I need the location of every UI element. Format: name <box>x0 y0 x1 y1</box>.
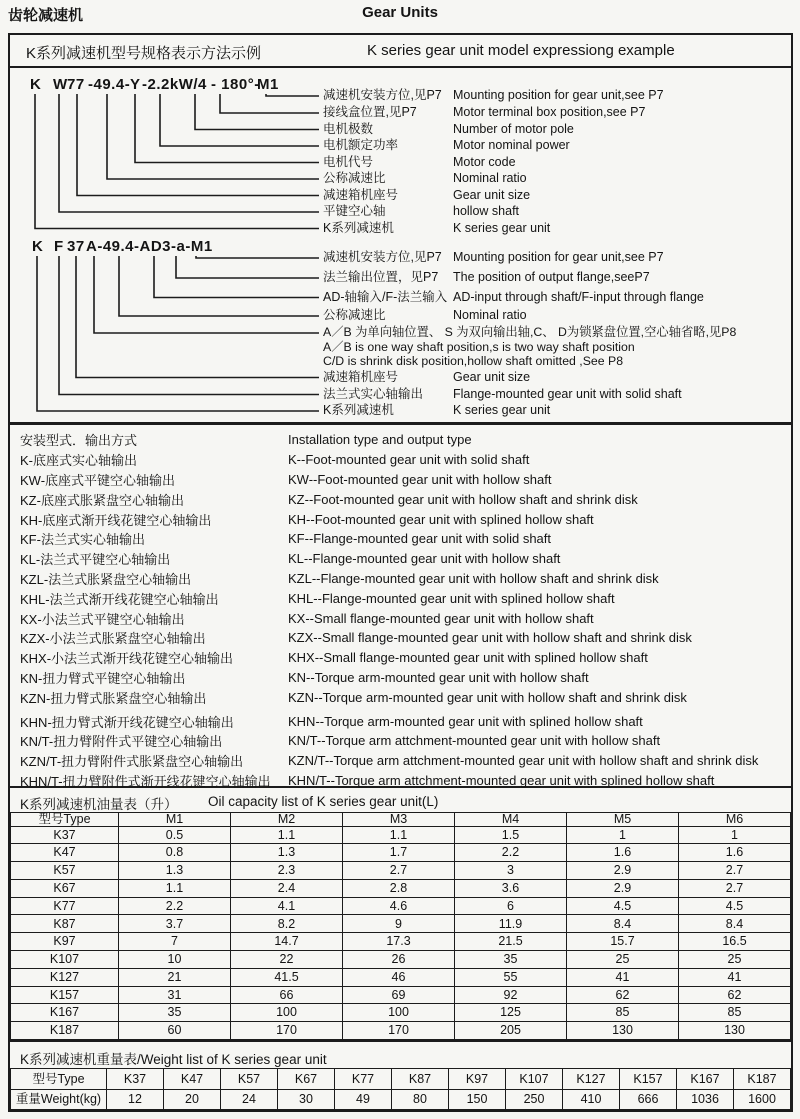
model2-callout <box>323 289 704 306</box>
oil-cell-m1: 1.3 <box>119 862 231 880</box>
installation-item <box>10 668 791 688</box>
oil-cell-m1: 1.1 <box>119 879 231 897</box>
oil-cell-m1: 60 <box>119 1022 231 1040</box>
oil-cell-m4: 35 <box>455 950 567 968</box>
weight-value-cell: 250 <box>506 1089 563 1110</box>
installation-item-en: KF--Flange-mounted gear unit with solid shaft <box>288 531 552 547</box>
installation-item-zh: KW-底座式平键空心轴输出 <box>20 472 176 488</box>
oil-table-row <box>11 1004 791 1022</box>
oil-cell-m4: 92 <box>455 986 567 1004</box>
oil-cell-m4: 11.9 <box>455 915 567 933</box>
callout-label-en: Motor terminal box position,see P7 <box>453 105 646 119</box>
model1-callout <box>323 187 530 204</box>
oil-cell-m3: 170 <box>343 1022 455 1040</box>
callout-label-en: Number of motor pole <box>453 121 574 136</box>
model2-code-segment: 37 <box>67 238 85 255</box>
oil-cell-m2: 2.4 <box>231 879 343 897</box>
installation-item-en: KHX--Small flange-mounted gear unit with splined hollow shaft <box>288 650 648 666</box>
oil-cell-type: K57 <box>11 862 119 880</box>
oil-cell-m6: 8.4 <box>679 915 791 933</box>
installation-item <box>10 731 791 751</box>
callout-label-zh: 法兰式实心轴输出 <box>323 386 424 401</box>
installation-item-en: K--Foot-mounted gear unit with solid shaft <box>288 452 530 468</box>
installation-item-en: KZ--Foot-mounted gear unit with hollow shaft and shrink disk <box>288 491 638 507</box>
oil-cell-type: K67 <box>11 879 119 897</box>
oil-cell-m1: 35 <box>119 1004 231 1022</box>
oil-cell-m3: 4.6 <box>343 897 455 915</box>
installation-item-en: KZL--Flange-mounted gear unit with hollow shaft and shrink disk <box>288 570 659 586</box>
weight-value-cell: 1036 <box>677 1089 734 1110</box>
oil-cell-m2: 2.3 <box>231 862 343 880</box>
oil-cell-m6: 2.7 <box>679 862 791 880</box>
weight-table <box>10 1068 791 1110</box>
weight-table-title: K系列减速机重量表/Weight list of K series gear unit <box>20 1052 327 1067</box>
weight-type-cell: K97 <box>449 1069 506 1090</box>
oil-table-title-en: Oil capacity list of K series gear unit(L) <box>208 794 439 809</box>
oil-cell-m2: 14.7 <box>231 933 343 951</box>
oil-table-row <box>11 915 791 933</box>
oil-table-row <box>11 1022 791 1040</box>
oil-table-header-cell: M2 <box>231 813 343 827</box>
oil-cell-m5: 4.5 <box>567 897 679 915</box>
installation-item-zh: KZL-法兰式胀紧盘空心轴输出 <box>20 571 192 587</box>
model1-callout <box>323 170 527 187</box>
oil-cell-m1: 0.5 <box>119 826 231 844</box>
oil-cell-m2: 8.2 <box>231 915 343 933</box>
callout-label-zh: 法兰输出位置，见P7 <box>323 270 439 284</box>
oil-cell-m4: 55 <box>455 968 567 986</box>
installation-item-en: KX--Small flange-mounted gear unit with hollow shaft <box>288 610 594 626</box>
oil-cell-m6: 25 <box>679 950 791 968</box>
oil-table-header-row <box>11 813 791 827</box>
callout-label-en: A／B is one way shaft position,s is two way shaft position <box>323 339 635 354</box>
weight-value-cell: 24 <box>221 1089 278 1110</box>
installation-item <box>10 751 791 771</box>
oil-cell-m2: 1.3 <box>231 844 343 862</box>
callout-label-en: Motor code <box>453 154 516 169</box>
oil-table-title-row <box>10 788 791 812</box>
weight-type-cell: K87 <box>392 1069 449 1090</box>
oil-cell-m3: 9 <box>343 915 455 933</box>
oil-cell-m6: 1 <box>679 826 791 844</box>
oil-cell-m1: 7 <box>119 933 231 951</box>
installation-item-en: KHN/T--Torque arm attchment-mounted gear unit with splined hollow shaft <box>288 772 715 788</box>
weight-type-cell: K57 <box>221 1069 278 1090</box>
weight-type-cell: K157 <box>620 1069 677 1090</box>
oil-cell-m6: 130 <box>679 1022 791 1040</box>
box-title-en: K series gear unit model expressiong example <box>367 42 675 59</box>
page-header-en: Gear Units <box>362 4 438 21</box>
model2-callout <box>323 269 650 286</box>
oil-cell-m3: 100 <box>343 1004 455 1022</box>
oil-table-header-cell: 型号Type <box>11 813 119 827</box>
oil-cell-m4: 125 <box>455 1004 567 1022</box>
callout-label-en: The position of output flange,seeP7 <box>453 270 650 284</box>
box-title-row <box>10 35 791 68</box>
oil-cell-m5: 1.6 <box>567 844 679 862</box>
weight-type-cell: K47 <box>164 1069 221 1090</box>
model2-code-segment: A-49.4-AD3-a-M1 <box>86 238 213 255</box>
oil-cell-m3: 46 <box>343 968 455 986</box>
callout-label-en: Gear unit size <box>453 369 531 384</box>
oil-cell-type: K77 <box>11 897 119 915</box>
installation-item <box>10 687 791 707</box>
weight-value-cell: 80 <box>392 1089 449 1110</box>
callout-label-en: Mounting position for gear unit,see P7 <box>453 88 664 102</box>
installation-item-en: KZN--Torque arm-mounted gear unit with hollow shaft and shrink disk <box>288 689 687 705</box>
callout-label-zh: 减速机安装方位,见P7 <box>323 250 442 264</box>
oil-cell-m2: 41.5 <box>231 968 343 986</box>
oil-cell-m1: 3.7 <box>119 915 231 933</box>
oil-cell-type: K127 <box>11 968 119 986</box>
oil-cell-m5: 62 <box>567 986 679 1004</box>
oil-cell-m5: 15.7 <box>567 933 679 951</box>
oil-cell-m4: 3.6 <box>455 879 567 897</box>
oil-table-header-cell: M5 <box>567 813 679 827</box>
oil-cell-m4: 205 <box>455 1022 567 1040</box>
oil-cell-type: K157 <box>11 986 119 1004</box>
model1-callout <box>323 104 645 121</box>
oil-cell-m1: 10 <box>119 950 231 968</box>
oil-cell-m2: 4.1 <box>231 897 343 915</box>
oil-table-row <box>11 862 791 880</box>
weight-value-cell: 12 <box>107 1089 164 1110</box>
installation-item-en: KZN/T--Torque arm attchment-mounted gear unit with hollow shaft and shrink disk <box>288 753 759 769</box>
weight-type-cell: K127 <box>563 1069 620 1090</box>
oil-cell-m6: 2.7 <box>679 879 791 897</box>
oil-cell-m3: 2.7 <box>343 862 455 880</box>
weight-type-cell: K167 <box>677 1069 734 1090</box>
page-header-zh: 齿轮减速机 <box>8 7 84 24</box>
model1-code-segment: - 180°- <box>211 76 260 93</box>
installation-item-zh: KH-底座式渐开线花键空心轴输出 <box>20 512 212 528</box>
installation-item <box>10 489 791 509</box>
model1-code-segment: M1 <box>257 76 279 93</box>
installation-item <box>10 608 791 628</box>
callout-label-en: Flange-mounted gear unit with solid shaft <box>453 386 682 401</box>
installation-item-zh: K-底座式实心轴输出 <box>20 453 138 469</box>
callout-label-en: Nominal ratio <box>453 171 527 185</box>
weight-value-cell: 1600 <box>734 1089 791 1110</box>
model2-code-segment: K <box>32 238 44 255</box>
callout-label-zh: 电机极数 <box>323 121 374 136</box>
weight-type-cell: K107 <box>506 1069 563 1090</box>
oil-cell-m6: 4.5 <box>679 897 791 915</box>
weight-type-cell: K37 <box>107 1069 164 1090</box>
installation-item-zh: KHN/T-扭力臂附件式渐开线花键空心轴输出 <box>20 773 271 789</box>
oil-cell-m6: 16.5 <box>679 933 791 951</box>
oil-cell-type: K37 <box>11 826 119 844</box>
installation-item <box>10 711 791 731</box>
callout-label-zh: 公称减速比 <box>323 308 386 322</box>
installation-item-en: KHN--Torque arm-mounted gear unit with splined hollow shaft <box>288 713 643 729</box>
installation-item-en: KL--Flange-mounted gear unit with hollow shaft <box>288 551 561 567</box>
model2-callout <box>323 369 530 386</box>
model1-callout <box>323 87 664 104</box>
oil-table-row <box>11 897 791 915</box>
oil-cell-type: K107 <box>11 950 119 968</box>
weight-type-cell: K67 <box>278 1069 335 1090</box>
oil-cell-type: K167 <box>11 1004 119 1022</box>
callout-label-en: Mounting position for gear unit,see P7 <box>453 250 664 264</box>
oil-table-row <box>11 968 791 986</box>
weight-value-cell: 666 <box>620 1089 677 1110</box>
oil-cell-m4: 6 <box>455 897 567 915</box>
oil-cell-type: K187 <box>11 1022 119 1040</box>
model2-callout-shaft-position <box>323 325 736 369</box>
model2-callout <box>323 307 527 324</box>
installation-item-en: KH--Foot-mounted gear unit with splined hollow shaft <box>288 511 594 527</box>
weight-value-row <box>11 1089 791 1110</box>
callout-label-en: Nominal ratio <box>453 308 527 322</box>
callout-label-zh: 电机额定功率 <box>323 138 399 152</box>
callout-label-zh: 减速机安装方位,见P7 <box>323 88 442 102</box>
oil-cell-m3: 17.3 <box>343 933 455 951</box>
content-box <box>8 33 793 1112</box>
installation-item-zh: KZ-底座式胀紧盘空心轴输出 <box>20 492 184 508</box>
oil-cell-m5: 41 <box>567 968 679 986</box>
oil-cell-m3: 1.7 <box>343 844 455 862</box>
installation-item-zh: KHX-小法兰式渐开线花键空心轴输出 <box>20 651 234 667</box>
callout-label-en: C/D is shrink disk position,hollow shaft omitted ,See P8 <box>323 354 624 368</box>
oil-table-row <box>11 950 791 968</box>
weight-type-cell: K77 <box>335 1069 392 1090</box>
oil-table-row <box>11 986 791 1004</box>
weight-type-cell: K187 <box>734 1069 791 1090</box>
oil-cell-m2: 100 <box>231 1004 343 1022</box>
oil-cell-m4: 3 <box>455 862 567 880</box>
oil-cell-m2: 170 <box>231 1022 343 1040</box>
oil-cell-m5: 2.9 <box>567 862 679 880</box>
oil-cell-m6: 1.6 <box>679 844 791 862</box>
oil-cell-type: K47 <box>11 844 119 862</box>
model2-callout <box>323 386 682 403</box>
installation-item-zh: KF-法兰式实心轴输出 <box>20 532 145 548</box>
installation-item-en: KZX--Small flange-mounted gear unit with hollow shaft and shrink disk <box>288 630 692 646</box>
oil-cell-m6: 41 <box>679 968 791 986</box>
installation-item <box>10 470 791 490</box>
oil-table-row <box>11 933 791 951</box>
installation-item <box>10 588 791 608</box>
callout-label-zh: 减速箱机座号 <box>323 369 399 384</box>
oil-cell-m2: 22 <box>231 950 343 968</box>
oil-cell-type: K87 <box>11 915 119 933</box>
installation-item-zh: KN-扭力臂式平键空心轴输出 <box>20 670 186 686</box>
oil-cell-m3: 1.1 <box>343 826 455 844</box>
installation-item <box>10 648 791 668</box>
weight-value-cell: 30 <box>278 1089 335 1110</box>
oil-table-header-cell: M6 <box>679 813 791 827</box>
oil-cell-m5: 85 <box>567 1004 679 1022</box>
model2-callout <box>323 249 664 266</box>
installation-item-en: KW--Foot-mounted gear unit with hollow shaft <box>288 471 552 487</box>
oil-table-row <box>11 879 791 897</box>
model1-code-segment: Y <box>130 76 141 93</box>
model1-code-segment: W <box>53 76 68 93</box>
oil-capacity-table <box>10 812 791 1040</box>
model1-code-segment: -49.4- <box>88 76 131 93</box>
installation-item-zh: KZN/T-扭力臂附件式胀紧盘空心轴输出 <box>20 754 244 770</box>
oil-cell-m5: 2.9 <box>567 879 679 897</box>
weight-type-label: 型号Type <box>11 1069 107 1090</box>
oil-cell-m4: 2.2 <box>455 844 567 862</box>
model2-callout <box>323 402 550 419</box>
oil-table-header-cell: M1 <box>119 813 231 827</box>
oil-cell-m1: 31 <box>119 986 231 1004</box>
model2-code-segment: F <box>54 238 64 255</box>
oil-cell-m5: 1 <box>567 826 679 844</box>
model1-callout <box>323 121 574 138</box>
oil-cell-m1: 0.8 <box>119 844 231 862</box>
installation-item-en: KN--Torque arm-mounted gear unit with hollow shaft <box>288 669 589 685</box>
oil-capacity-section <box>10 788 791 1042</box>
oil-cell-m5: 8.4 <box>567 915 679 933</box>
installation-item-en: KHL--Flange-mounted gear unit with splined hollow shaft <box>288 590 615 606</box>
installation-item <box>10 628 791 648</box>
callout-label-zh: K系列减速机 <box>323 403 394 417</box>
installation-item <box>10 529 791 549</box>
weight-value-cell: 150 <box>449 1089 506 1110</box>
model1-callout <box>323 220 550 237</box>
installation-item <box>10 569 791 589</box>
installation-item-zh: KHN-扭力臂式渐开线花键空心轴输出 <box>20 714 234 730</box>
model1-code-segment: 77 <box>67 76 85 93</box>
callout-label-zh: AD-轴输入/F-法兰输入 <box>323 289 448 304</box>
callout-label-en: K series gear unit <box>453 403 551 417</box>
callout-label-zh: 公称减速比 <box>323 171 386 185</box>
installation-item-zh: KL-法兰式平键空心轴输出 <box>20 552 171 568</box>
callout-label-en: K series gear unit <box>453 220 551 235</box>
model-diagram-section <box>10 68 791 425</box>
callout-label-zh: 电机代号 <box>323 154 374 169</box>
model1-callout <box>323 203 519 220</box>
weight-value-cell: 410 <box>563 1089 620 1110</box>
oil-cell-m5: 130 <box>567 1022 679 1040</box>
callout-label-zh: 平键空心轴 <box>323 204 386 218</box>
installation-item-zh: KHL-法兰式渐开线花键空心轴输出 <box>20 591 219 607</box>
oil-table-header-cell: M4 <box>455 813 567 827</box>
oil-table-row <box>11 844 791 862</box>
oil-cell-m1: 21 <box>119 968 231 986</box>
installation-item <box>10 509 791 529</box>
installation-title-row <box>10 430 791 450</box>
oil-cell-m1: 2.2 <box>119 897 231 915</box>
installation-item-zh: KN/T-扭力臂附件式平键空心轴输出 <box>20 734 223 750</box>
oil-table-header-cell: M3 <box>343 813 455 827</box>
installation-item <box>10 450 791 470</box>
callout-label-en: hollow shaft <box>453 204 520 218</box>
callout-label-zh: K系列减速机 <box>323 220 394 235</box>
model1-code-segment: -2.2kW/4 <box>142 76 207 93</box>
oil-cell-m3: 26 <box>343 950 455 968</box>
oil-cell-m3: 69 <box>343 986 455 1004</box>
weight-section <box>10 1042 791 1110</box>
box-title-zh: K系列减速机型号规格表示方法示例 <box>26 45 262 62</box>
oil-cell-type: K97 <box>11 933 119 951</box>
oil-table-row <box>11 826 791 844</box>
oil-cell-m4: 1.5 <box>455 826 567 844</box>
installation-item-zh: KZX-小法兰式胀紧盘空心轴输出 <box>20 631 206 647</box>
callout-label-en: AD-input through shaft/F-input through flange <box>453 289 704 304</box>
oil-cell-m2: 1.1 <box>231 826 343 844</box>
installation-item-en: KN/T--Torque arm attchment-mounted gear unit with hollow shaft <box>288 733 661 749</box>
callout-label-zh: 减速箱机座号 <box>323 187 399 202</box>
oil-cell-m3: 2.8 <box>343 879 455 897</box>
model1-callout <box>323 137 570 154</box>
callout-label-en: Motor nominal power <box>453 138 570 152</box>
weight-value-label: 重量Weight(kg) <box>11 1089 107 1110</box>
model1-code-segment: K <box>30 76 42 93</box>
installation-item <box>10 549 791 569</box>
weight-value-cell: 20 <box>164 1089 221 1110</box>
callout-label-zh: A／B 为单向轴位置、 S 为双向输出轴,C、 D为锁紧盘位置,空心轴省略,见P8 <box>323 325 737 339</box>
oil-cell-m5: 25 <box>567 950 679 968</box>
installation-title-en: Installation type and output type <box>288 432 472 448</box>
installation-type-section <box>10 425 791 788</box>
callout-label-en: Gear unit size <box>453 187 531 202</box>
installation-item-zh: KZN-扭力臂式胀紧盘空心轴输出 <box>20 690 207 706</box>
oil-cell-m6: 62 <box>679 986 791 1004</box>
callout-label-zh: 接线盒位置,见P7 <box>323 105 417 119</box>
weight-type-row <box>11 1069 791 1090</box>
installation-item-zh: KX-小法兰式平键空心轴输出 <box>20 611 185 627</box>
oil-cell-m6: 85 <box>679 1004 791 1022</box>
oil-cell-m4: 21.5 <box>455 933 567 951</box>
model1-callout <box>323 154 516 171</box>
weight-value-cell: 49 <box>335 1089 392 1110</box>
oil-cell-m2: 66 <box>231 986 343 1004</box>
installation-title-zh: 安装型式．输出方式 <box>20 433 138 449</box>
oil-table-title-zh: K系列减速机油量表（升） <box>20 797 178 812</box>
